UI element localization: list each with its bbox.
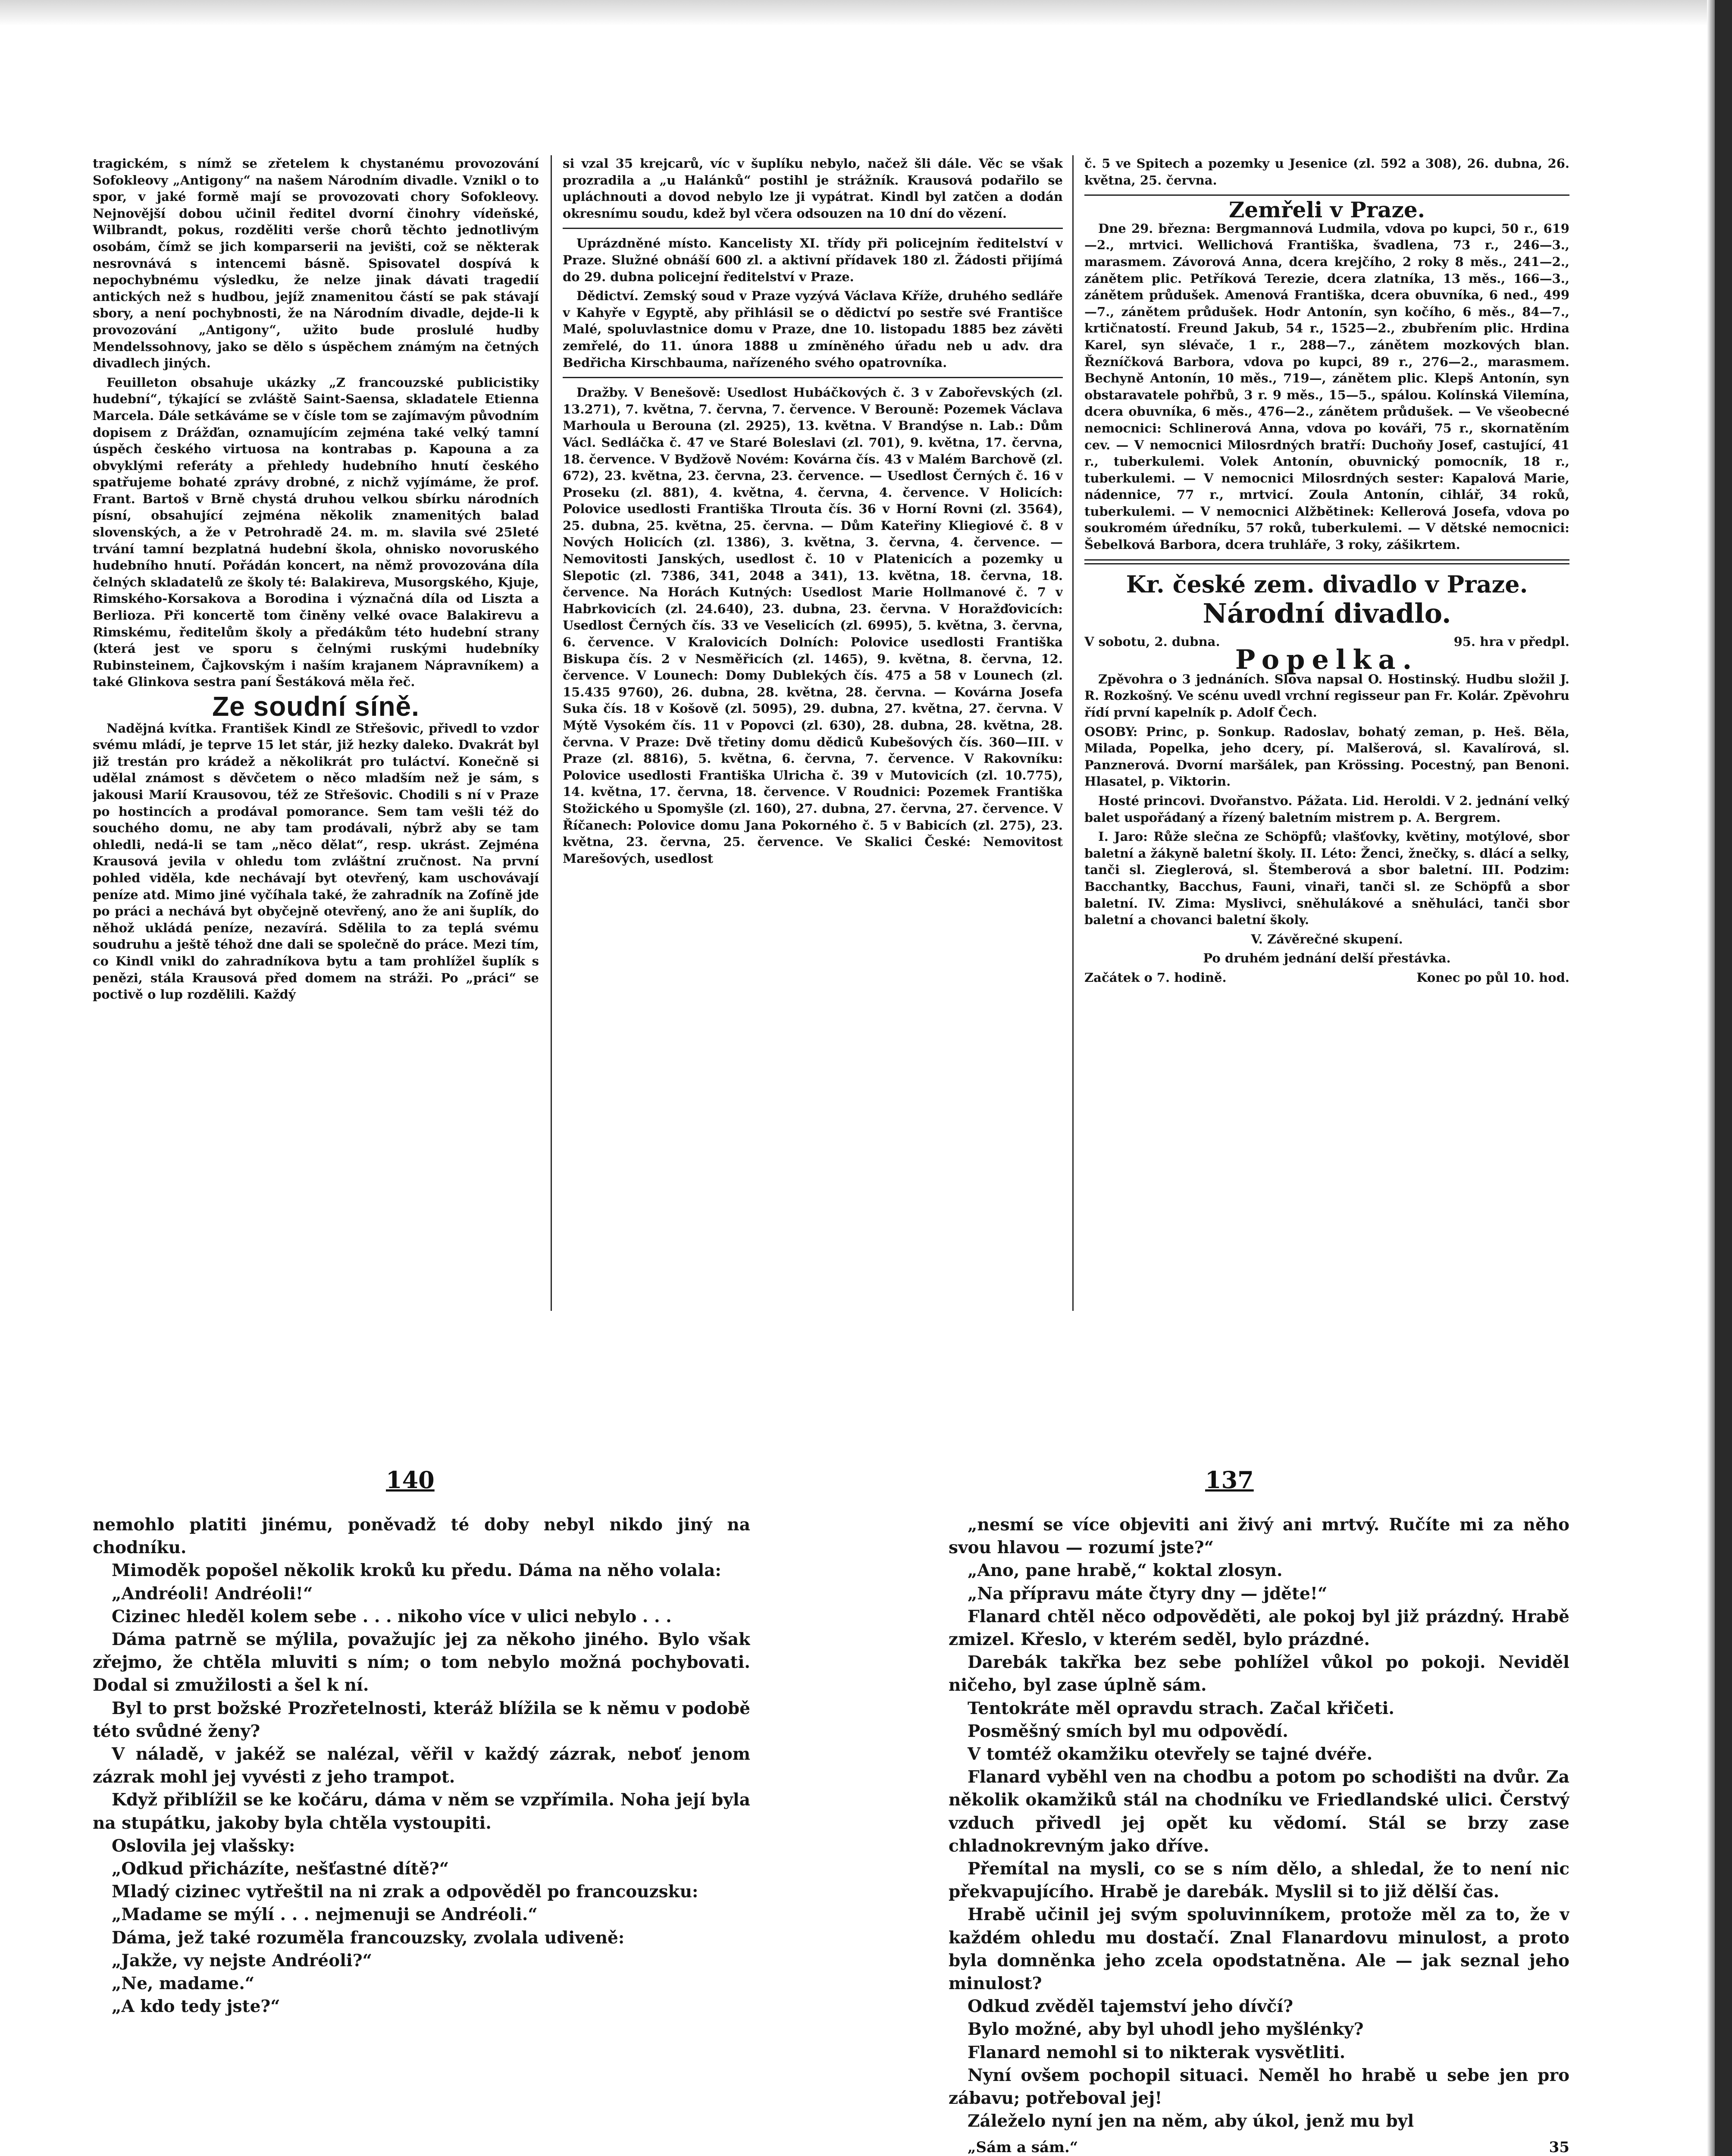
story-paragraph: „Odkud přicházíte, nešťastné dítě?“ xyxy=(112,1859,449,1879)
notice-paragraph: Uprázdněné místo. Kancelisty XI. třídy při policejním ředitelství v Praze. Služné obnáší 600 zl. a aktivní přídavek 180 zl. Žádosti přijímá do 29. dubna policejní ředitelství v Praze. xyxy=(563,236,1063,284)
story-paragraph: Tentokráte měl opravdu strach. Začal křičeti. xyxy=(968,1698,1394,1718)
story-paragraph: Odkud zvěděl tajemství jeho dívčí? xyxy=(968,1996,1294,2017)
story-paragraph: nemohlo platiti jinému, poněvadž té doby nebyl nikdo jiný na chodníku. xyxy=(93,1515,750,1558)
auction-paragraph: Dražby. V Benešově: Usedlost Hubáčkových č. 3 v Zabořevských (zl. 13.271), 7. května, 7. června, 7. července. V Berouně: Pozemek Václava Marhoula u Berouna (zl. 2925), 13. května. V Brandýse n. Lab.: Dům Václ. Sedláčka č. 47 ve Staré Boleslavi (zl. 701), 9. května, 17. června, 18. července. V Bydžově Novém: Kovárna čís. 43 v Malém Barchově (zl. 672), 23. května, 23. června, 23. července. — Usedlost Černých č. 16 v Proseku (zl. 881), 4. května, 4. června, 4. července. V Holicích: Polovice usedlosti Františka Tlrouta čís. 36 v Horní Rovni (zl. 3564), 25. dubna, 25. května, 25. června. — Dům Kateřiny Kliegiové č. 8 v Nových Holicích (zl. 1386), 3. května, 3. června, 4. července. — Nemovitosti Janských, usedlost č. 10 v Platenicích a pozemky u Slepotic (zl. 7386, 341, 2048 a 341), 13. května, 18. června, 18. července. Na Horách Kutných: Usedlost Marie Hollmanové č. 7 v Habrkovicích (zl. 24.640), 23. dubna, 23. června. V Horažďovicích: Usedlost Černých čís. 33 ve Veselicích (zl. 6995), 5. května, 3. června, 6. července. V Kralovicích Dolních: Polovice usedlosti Františka Biskupa čís. 2 v Nesměřicích (zl. 1465), 9. května, 8. června, 12. července. V Lounech: Domy Dublekých čís. 475 a 58 v Lounech (zl. 15.435 9760), 26. dubna, 28. května, 28. června. — Kovárna Josefa Suka čís. 18 v Košově (zl. 5095), 29. dubna, 27. května, 27. června. V Mýtě Vysokém čís. 11 v Popovci (zl. 630), 28. dubna, 28. května, 28. června. V Praze: Dvě třetiny domu dědiců Kubešových čís. 360—III. v Praze (zl. 8816), 5. května, 6. června, 7. července. V Rakovníku: Polovice usedlosti Františka Ulricha č. 39 v Mutovicích (zl. 10.775), 14. května, 17. června, 18. července. V Roudnici: Pozemek Františka Stožického u Spomyšle (zl. 160), 27. dubna, 27. června, 27. července. V Říčanech: Polovice domu Jana Pokorného č. 5 v Babicích (zl. 275), 23. května, 23. června, 25. července. Ve Skalici České: Nemovitost Marešových, usedlost xyxy=(563,385,1063,866)
story-paragraph: Přemítal na mysli, co se s ním dělo, a shledal, že to není nic překvapujícího. Hrabě je darebák. Myslil si to již dělší čas. xyxy=(949,1859,1569,1902)
footer-title: „Sám a sám.“ xyxy=(968,2139,1078,2156)
story-page-left xyxy=(93,1466,750,2156)
story-paragraph: „nesmí se více objeviti ani živý ani mrtvý. Ručíte mi za něho svou hlavou — rozumí jste?“ xyxy=(949,1515,1569,1558)
newspaper-column-2 xyxy=(563,155,1063,1311)
story-paragraph: Hrabě učinil jej svým spoluvinníkem, protože měl za to, že v každém ohledu mu dostačí. Znal Flanardovu minulost, a proto byla domněnka jeho zcela opodstatněna. Ale — jak seznal jeho minulost? xyxy=(949,1905,1569,1994)
story-paragraph: „A kdo tedy jste?“ xyxy=(112,1996,280,2017)
intermission-note: Po druhém jednání delší přestávka. xyxy=(1203,951,1451,966)
page-top-shadow xyxy=(0,0,1732,26)
showtime-row xyxy=(1084,969,1569,986)
performance-date: V sobotu, 2. dubna. xyxy=(1084,634,1220,649)
page-number-left: 140 xyxy=(386,1466,435,1494)
theatre-subheading: Národní divadlo. xyxy=(1203,597,1451,629)
section-divider xyxy=(1084,559,1569,564)
start-time: Začátek o 7. hodině. xyxy=(1084,970,1227,985)
ballet-parts: I. Jaro: Růže slečna ze Schöpfů; vlašťovky, květiny, motýlové, sbor baletní a žákyně baletní školy. II. Léto: Ženci, žnečky, s. dlácí a selky, tanči sl. Zieglerová, sl. Štemberová a sbor baletní. III. Podzim: Bacchantky, Bacchus, Fauni, vinaři, tanči sl. ze Schöpfů a sbor baletní. IV. Zima: Myslivci, sněhulákové a sněhuláci, tanči sbor baletní a chovanci baletní školy. xyxy=(1084,829,1569,928)
play-cast: OSOBY: Princ, p. Sonkup. Radoslav, bohatý zeman, p. Heš. Běla, Milada, Popelka, jeho dcery, pí. Malšerová, sl. Kavalírová, sl. Panznerová. Dvorní maršálek, pan Krössing. Pocestný, pan Benoni. Hlasatel, p. Viktorin. xyxy=(1084,724,1569,789)
article-paragraph: tragickém, s nímž se zřetelem k chystanému provozování Sofokleovy „Antigony“ na našem Národním divadle. Vznikl o to spor, v jaké formě mají se provozovati chory Sofokleovy. Nejnovější dobou učinil ředitel dvorní činohry vídeňské, Wilbrandt, pokus, rozděliti verše chorů těchto jednotlivým osobám, čímž se jich komparserii na jevišti, což se některak nesrovnává s intencemi básně. Spisovatel dospívá k nepochybnému výsledku, že nelze jinak dávati tragedií antických než s hudbou, jejíž znamenitou částí se pak stávají sbory, a není pochybnosti, že na Národním divadle, dejde-li k provozování „Antigony“, užito bude proslulé hudby Mendelssohnovy, jako se dělo s úspěchem známým na četných divadlech jiných. xyxy=(93,156,539,371)
story-paragraph: „Ano, pane hrabě,“ koktal zlosyn. xyxy=(968,1561,1283,1581)
story-paragraph: Posměšný smích byl mu odpovědí. xyxy=(968,1721,1288,1741)
story-paragraph: „Na přípravu máte čtyry dny — jděte!“ xyxy=(968,1583,1328,1604)
final-tableau: V. Závěrečné skupení. xyxy=(1251,931,1403,946)
deaths-paragraph: Dne 29. března: Bergmannová Ludmila, vdova po kupci, 50 r., 619—2., mrtvici. Wellichová Františka, švadlena, 73 r., 246—3., marasmem. Závorová Anna, dcera krejčího, 2 roky 8 měs., 241—2., zánětem plic. Petříková Terezie, dcera zlatníka, 13 měs., 166—3., zánětem průdušek. Amenová Františka, dcera obuvníka, 6 ned., 499—7., zánětem průdušek. Hodr Antonín, syn kočího, 6 měs., 84—7., krtičnatostí. Freund Jakub, 54 r., 1525—2., zbubřením plic. Hrdina Karel, syn slévače, 1 r., 288—7., zánětem mozkových blan. Řezníčková Barbora, vdova po kupci, 89 r., 276—2., marasmem. Bechyně Antonín, 10 měs., 719—, zánětem plic. Klepš Antonín, syn obstaravatele pohřbů, 3 r. 9 měs., 15—5., spálou. Kolínská Vilemína, dcera obuvníka, 6 měs., 476—2., zánětem průdušek. — Ve všeobecné nemocnici: Schlinerová Anna, vdova po kováři, 75 r., skornatěním cev. — V nemocnici Milosrdných bratří: Duchoňy Josef, castující, 41 r., tuberkulemi. Volek Antonín, obuvnický pomocník, 18 r., tuberkulemi. — V nemocnici Milosrdných sester: Kapalová Marie, nádennice, 77 r., mrtvicí. Zoula Antonín, cihlář, 34 roků, tuberkulemi. — V nemocnici Alžbětinek: Kellerová Josefa, vdova po soukromém úředníku, 57 roků, tuberkulemi. — V dětské nemocnici: Šebelková Barbora, dcera truhláře, 3 roky, zášikrtem. xyxy=(1084,221,1569,552)
notice-paragraph: Dědictví. Zemský soud v Praze vyzývá Václava Kříže, druhého sedláře v Kahyře v Egyptě, aby přihlásil se o dědictví po sestře své Františce Malé, spoluvlastnice domu v Praze, dne 10. listopadu 1885 bez závěti zemřelé, do 11. února 1888 u zmíněného úřadu neb u adv. dra Bedřicha Kirschbauma, nařízeného svého opatrovníka. xyxy=(563,288,1063,370)
column-divider xyxy=(1072,155,1074,1311)
article-paragraph: Feuilleton obsahuje ukázky „Z francouzské publicistiky hudební“, týkající se zvláště Saint-Saensa, skladatele Etienna Marcela. Dále setkáváme se v čísle tom se zajímavým původním dopisem z Drážďan, oznamujícím zejména také velký tamní úspěch českého virtuosa na kontrabas p. Kapouna a za obvyklými referáty a přehledy hudebního hnutí českého spatřujeme bohaté zprávy drobné, z nichž vyjímáme, že prof. Frant. Bartoš v Brně chystá druhou velkou sbírku národních písní, obsahující zejména několik znamenitých balad slovenských, a že v Petrohradě 24. m. m. slavila své 25leté trvání tamní bezplatná hudební škola, ohnisko novoruského hudebního hnutí. Pořádán koncert, na němž provozována díla čelných skladatelů ze školy té: Balakireva, Musorgského, Kjuje, Rimského-Korsakova a Borodina i význačná díla od Liszta a Berlioza. Při koncertě tom činěny velké ovace Balakirevu a Rimskému, ředitelům školy a předákům této hudební strany (která jest ve sporu s čelnými ruskými hudebníky Rubinsteinem, Čajkovským i naším krajanem Nápravníkem) a také Glinkova sestra paní Šestáková měla řeč. xyxy=(93,375,539,689)
newspaper-column-1 xyxy=(93,155,539,1311)
theatre-heading: Kr. české zem. divadlo v Praze. xyxy=(1126,570,1528,598)
play-title: Popelka. xyxy=(1235,644,1419,676)
column-divider xyxy=(551,155,552,1311)
story-paragraph: Mimoděk popošel několik kroků ku předu. Dáma na něho volala: xyxy=(112,1561,721,1581)
story-paragraph: Bylo možné, aby byl uhodl jeho myšlénky? xyxy=(968,2019,1364,2040)
story-paragraph: Darebák takřka bez sebe pohlížel vůkol po pokoji. Neviděl ničeho, byl zase úplně sám. xyxy=(949,1652,1569,1695)
article-paragraph: si vzal 35 krejcarů, víc v šuplíku nebylo, načež šli dále. Věc se však prozradila a „u Halánků“ postihl je strážník. Krausová podařilo se upláchnouti a dovod nebylo lze ji vypátrat. Kindl byl zatčen a dodán okresnímu soudu, kdež byl včera odsouzen na 10 dní do vězení. xyxy=(563,156,1063,221)
story-paragraph: „Andréoli! Andréoli!“ xyxy=(112,1583,313,1604)
story-paragraph: Když přiblížil se ke kočáru, dáma v něm se vzpřímila. Noha její byla na stupátku, jakoby byla chtěla vystoupiti. xyxy=(93,1790,750,1833)
section-divider xyxy=(563,377,1063,378)
play-extras: Hosté princovi. Dvořanstvo. Pážata. Lid. Heroldi. V 2. jednání velký balet uspořádaný a řízený baletním mistrem p. A. Bergrem. xyxy=(1084,793,1569,825)
story-page-right xyxy=(949,1466,1569,2156)
subscription-number: 95. hra v předpl. xyxy=(1453,634,1569,649)
deaths-heading: Zemřeli v Praze. xyxy=(1228,197,1425,223)
story-text-left xyxy=(93,1514,750,2018)
story-paragraph: Cizinec hleděl kolem sebe . . . nikoho více v ulici nebylo . . . xyxy=(112,1606,672,1626)
newspaper-section xyxy=(93,155,1569,1311)
story-paragraph: „Jakže, vy nejste Andréoli?“ xyxy=(112,1950,373,1971)
story-paragraph: V náladě, v jakéž se nalézal, věřil v každý zázrak, neboť jenom zázrak mohl jej vyvésti z jeho trampot. xyxy=(93,1744,750,1787)
story-paragraph: Dáma, jež také rozuměla francouzsky, zvolala udiveně: xyxy=(112,1927,625,1948)
page-number-right: 137 xyxy=(1205,1466,1254,1494)
story-paragraph: Flanard nemohl si to nikterak vysvětliti. xyxy=(968,2042,1346,2062)
court-section-heading: Ze soudní síně. xyxy=(212,691,420,722)
newspaper-column-3 xyxy=(1084,155,1569,1311)
story-paragraph: „Ne, madame.“ xyxy=(112,1974,255,1994)
section-divider xyxy=(1084,194,1569,196)
page-right-edge xyxy=(1715,0,1732,2156)
story-paragraph: Byl to prst božské Prozřetelnosti, kteráž blížila se k němu v podobě této svůdné ženy? xyxy=(93,1698,750,1741)
story-paragraph: Oslovila jej vlašsky: xyxy=(112,1836,295,1856)
story-paragraph: V tomtéž okamžiku otevřely se tajné dvéře. xyxy=(968,1744,1373,1764)
court-paragraph: Nadějná kvítka. František Kindl ze Střešovic, přivedl to vzdor svému mládí, je teprve 15 let stár, již hezky daleko. Dvakrát byl již trestán pro krádež a několikrát pro tuláctví. Konečně si udělal známost s děvčetem o něco mladším než je sám, s jakousi Marií Krausovou, též ze Střešovic. Chodili s ní v Praze po hostincích a prodával pomorance. Sem tam vešli též do souchého domu, ne aby tam prodávali, nýbrž aby se tam ohledli, nedá-li se tam „něco dělat“, resp. ukrást. Zejména Krausová jevila v ohledu tom zvláštní zručnost. Na první pohled viděla, kde nechávají byt otevřený, kam uschovávají peníze atd. Mimo jiné vyčíhala také, že zahradník na Zofíně jde po práci a nechává byt obyčejně otevřený, ano že ani šuplík, do něhož ukládá peníze, nezavírá. Sdělila to za teplá svému soudruhu a ještě téhož dne dali se společně do práce. Mezi tím, co Kindl vnikl do zahradníkova bytu a tam prohlížel šuplík s penězi, stála Krausová před domem na stráži. Po „práci“ se poctivě o lup rozdělili. Každý xyxy=(93,721,539,1002)
end-time: Konec po půl 10. hod. xyxy=(1416,970,1569,985)
article-paragraph: č. 5 ve Spitech a pozemky u Jesenice (zl. 592 a 308), 26. dubna, 26. května, 25. června. xyxy=(1084,156,1569,188)
play-credits: Zpěvohra o 3 jednáních. Slova napsal O. Hostinský. Hudbu složil J. R. Rozkošný. Ve scénu uvedl vrchní regisseur pan Fr. Kolár. Zpěvohru řídí první kapelník p. Adolf Čech. xyxy=(1084,671,1569,720)
story-paragraph: Flanard chtěl něco odpověděti, ale pokoj byl již prázdný. Hrabě zmizel. Křeslo, v kterém seděl, bylo prázdné. xyxy=(949,1606,1569,1650)
story-paragraph: Záleželo nyní jen na něm, aby úkol, jenž mu byl xyxy=(968,2111,1414,2131)
story-text-right xyxy=(949,1514,1569,2133)
story-paragraph: Nyní ovšem pochopil situaci. Neměl ho hrabě u sebe jen pro zábavu; potřeboval jej! xyxy=(949,2065,1569,2109)
page-footer xyxy=(949,2139,1569,2156)
story-paragraph: Mladý cizinec vytřeštil na ni zrak a odpověděl po francouzsku: xyxy=(112,1882,698,1902)
footer-sheet-number: 35 xyxy=(1549,2139,1569,2156)
story-paragraph: Flanard vyběhl ven na chodbu a potom po schodišti na dvůr. Za několik okamžiků stál na chodníku ve Friedlandské ulici. Čerstvý vzduch přivedl jej opět ku vědomí. Stál se brzy zase chladnokrevným jako dříve. xyxy=(949,1767,1569,1856)
story-paragraph: Dáma patrně se mýlila, považujíc jej za někoho jiného. Bylo však zřejmo, že chtěla mluviti s ním; o tom nebylo možná pochybovati. Dodal si zmužilosti a šel k ní. xyxy=(93,1630,750,1695)
section-divider xyxy=(563,228,1063,229)
story-paragraph: „Madame se mýlí . . . nejmenuji se Andréoli.“ xyxy=(112,1905,538,1925)
